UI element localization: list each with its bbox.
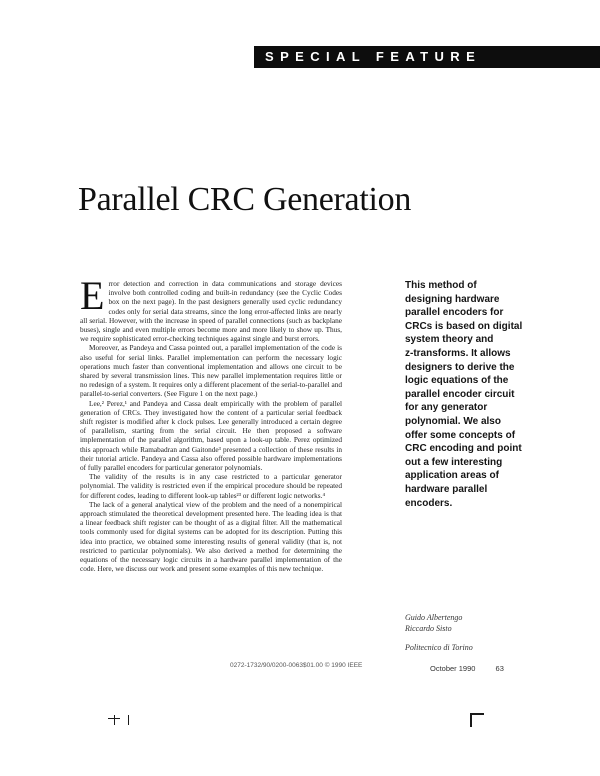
abstract-line: z-transforms. It allows xyxy=(405,347,511,359)
abstract-line: polynomial. We also xyxy=(405,415,501,427)
abstract-line: out a few interesting xyxy=(405,456,503,468)
author-names xyxy=(405,612,473,634)
body-paragraph: The validity of the results is in any case restricted to a particular generator polynomial. The validity is restricted even if the empirical procedure should be repeated for different codes, leading to different look-up tables²³ or different logic networks.⁴ xyxy=(80,472,342,500)
abstract-line: logic equations of the xyxy=(405,375,509,387)
page-number: 63 xyxy=(495,664,504,673)
abstract-line: offer some concepts of xyxy=(405,429,516,441)
author-name: Riccardo Sisto xyxy=(405,624,452,633)
abstract-line: This method of xyxy=(405,280,477,291)
abstract-line: designers to derive the xyxy=(405,361,515,373)
body-paragraph: Moreover, as Pandeya and Cassa pointed out, a parallel implementation of the code is also useful for serial links. Parallel implementation can perform the necessary logic operations much faster than conventional implementation and allows one circuit to be shared by several transmission lines. This new parallel implementation requires little or no redesign of a system. It requires only a different placement of the serial-to-parallel and parallel-to-serial converters. (See Figure 1 on the next page.) xyxy=(80,343,342,399)
crop-mark xyxy=(128,715,129,725)
issue-date: October 1990 xyxy=(430,664,476,673)
abstract-line: hardware parallel xyxy=(405,483,488,495)
crop-mark xyxy=(114,715,115,725)
author-affiliation: Politecnico di Torino xyxy=(405,643,473,652)
crop-mark xyxy=(470,713,484,715)
drop-cap: E xyxy=(80,273,105,318)
abstract-line: parallel encoders for xyxy=(405,307,504,319)
body-paragraph-text: rror detection and correction in data communications and storage devices involve both controlled coding and built-in redundancy (see the Cyclic Codes box on the next page). In the past designers generally used cyclic redundancy codes only for serial data streams, since the long error-affected links are nearly all serial. However, with the increase in speed of parallel connections (such as backplane buses), single and even multiple errors become more and more likely to show up. Thus, we require sophisticated error-checking techniques against single and burst errors. xyxy=(80,279,342,344)
section-banner: SPECIAL FEATURE xyxy=(254,46,600,68)
abstract-line: CRC encoding and point xyxy=(405,443,522,455)
abstract-pullout xyxy=(405,279,565,510)
body-paragraph xyxy=(80,273,342,344)
body-paragraph: Lee,² Perez,¹ and Pandeya and Cassa dealt empirically with the problem of parallel generation of CRCs. They investigated how the content of a particular serial feedback shift register is modified after k clock pulses. Lee generally introduced a certain degree of parallelism, starting from the serial circuit. He then proposed a software implementation of the parallel algorithm, based upon a look-up table. Perez optimized this approach while Ramabadran and Gaitonde³ presented a collection of these results in their tutorial article. Pandeya and Cassa also offered possible hardware implementations of fully parallel encoders for particular generator polynomials. xyxy=(80,398,342,473)
body-paragraph: The lack of a general analytical view of the problem and the need of a nonempirical approach stimulated the theoretical development presented here. The leading idea is that a linear feedback shift register can be thought of as a digital filter. All the mathematical tools commonly used for digital systems can be adopted for its description. Putting this idea into practice, we obtained some interesting results of general validity (that is, not restricted to particular polynomials). We also derived a method for determining the equations of the necessary logic circuits in a hardware parallel implementation of the code. Here, we discuss our work and present some examples of this new technique. xyxy=(80,499,342,574)
abstract-line: encoders. xyxy=(405,497,453,509)
copyright-line: 0272-1732/90/0200-0063$01.00 © 1990 IEEE xyxy=(230,662,363,669)
article-title: Parallel CRC Generation xyxy=(78,181,412,218)
crop-mark xyxy=(108,718,120,719)
abstract-line: designing hardware xyxy=(405,293,500,305)
folio xyxy=(430,664,504,673)
abstract-line: application areas of xyxy=(405,470,499,482)
abstract-line: for any generator xyxy=(405,402,488,414)
abstract-line: system theory and xyxy=(405,334,494,346)
abstract-line: CRCs is based on digital xyxy=(405,320,523,332)
abstract-line: parallel encoder circuit xyxy=(405,388,515,400)
byline xyxy=(405,612,473,653)
author-name: Guido Albertengo xyxy=(405,613,463,622)
article-body xyxy=(80,273,342,574)
crop-mark xyxy=(470,713,472,727)
